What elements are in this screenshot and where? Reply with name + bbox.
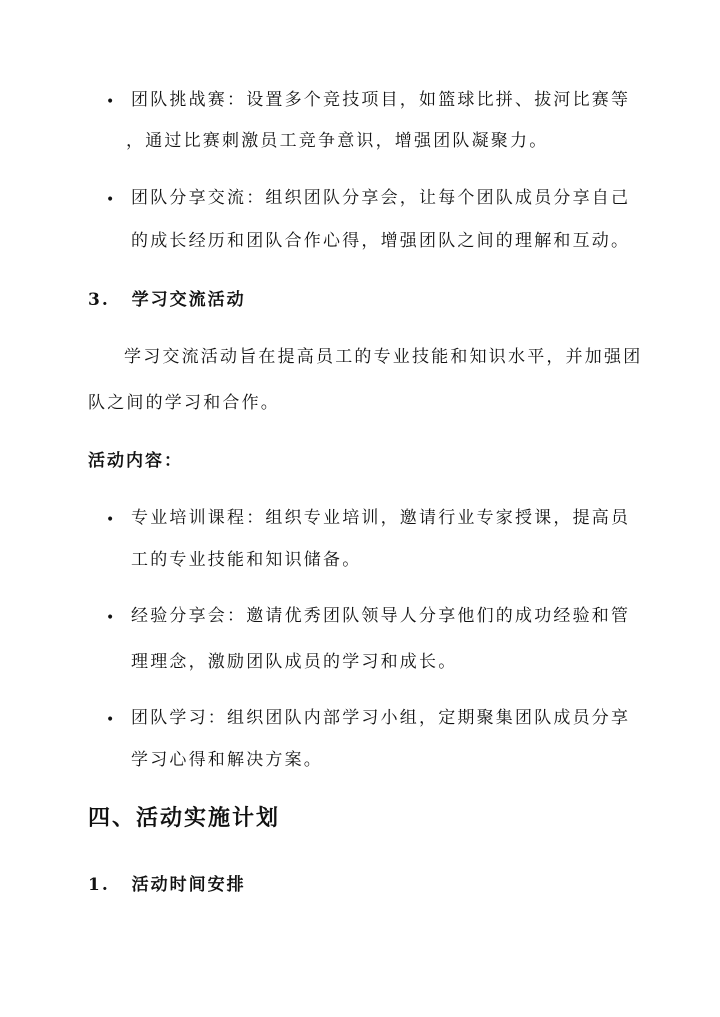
list-item-line: 专业培训课程：组织专业培训，邀请行业专家授课，提高员: [131, 508, 631, 528]
chapter-heading: 四、活动实施计划: [88, 805, 281, 831]
list-item-line: 理理念，激励团队成员的学习和成长。: [131, 652, 458, 672]
list-item-line: 团队挑战赛：设置多个竞技项目，如篮球比拼、拔河比赛等: [131, 90, 631, 110]
list-item-line: ，通过比赛刺激员工竞争意识，增强团队凝聚力。: [126, 131, 549, 151]
subsection-heading: [88, 873, 246, 897]
paragraph-line: 队之间的学习和合作。: [88, 393, 280, 413]
list-item-line: 工的专业技能和知识储备。: [131, 550, 362, 570]
bullet-marker: •: [106, 712, 115, 728]
list-item-line: 经验分享会：邀请优秀团队领导人分享他们的成功经验和管: [131, 606, 631, 626]
section-title: 学习交流活动: [131, 290, 246, 310]
paragraph-line: 学习交流活动旨在提高员工的专业技能和知识水平，并加强团: [124, 347, 643, 367]
content-label: 活动内容：: [88, 451, 183, 471]
bullet-marker: •: [106, 610, 115, 626]
list-item-line: 的成长经历和团队合作心得，增强团队之间的理解和互动。: [131, 231, 631, 251]
list-item-line: 团队学习：组织团队内部学习小组，定期聚集团队成员分享: [131, 708, 631, 728]
bullet-marker: •: [106, 192, 115, 208]
section-number: 3.: [88, 290, 110, 310]
list-item-line: 学习心得和解决方案。: [131, 750, 323, 770]
bullet-marker: •: [106, 94, 115, 110]
bullet-marker: •: [106, 512, 115, 528]
section-heading: [88, 288, 246, 312]
subsection-title: 活动时间安排: [131, 875, 246, 895]
list-item-line: 团队分享交流：组织团队分享会，让每个团队成员分享自己: [131, 188, 631, 208]
subsection-number: 1.: [88, 875, 110, 895]
